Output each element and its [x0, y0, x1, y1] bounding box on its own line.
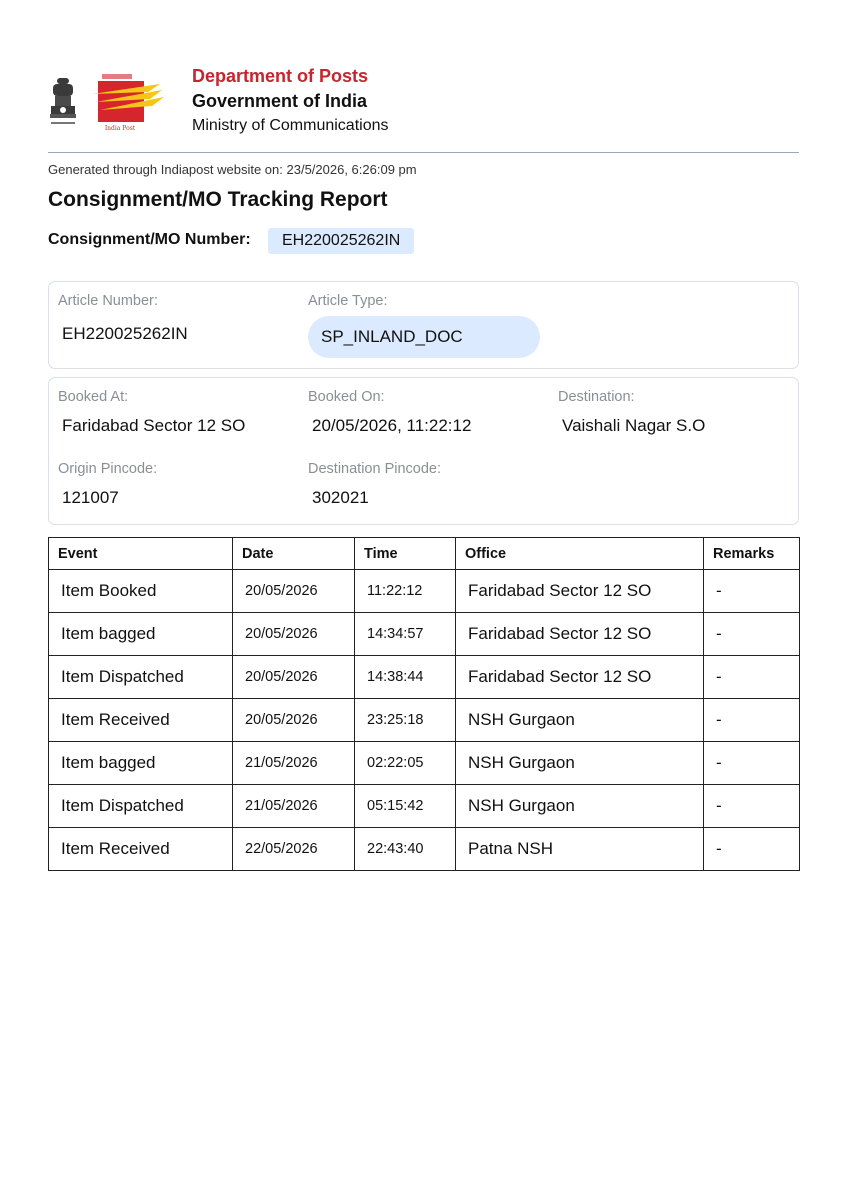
india-post-logo-icon: [92, 72, 164, 134]
time-cell: 14:34:57: [355, 613, 456, 656]
table-row: [49, 656, 800, 699]
article-info-card: [48, 281, 799, 369]
national-emblem-icon: [48, 76, 78, 134]
event-cell: Item Received: [49, 699, 233, 742]
booked-on-label: Booked On:: [308, 389, 385, 405]
booked-on-value: 20/05/2026, 11:22:12: [312, 416, 472, 435]
origin-pincode-value: 121007: [62, 488, 119, 507]
event-cell: Item Dispatched: [49, 785, 233, 828]
office-cell: NSH Gurgaon: [456, 785, 704, 828]
remarks-cell: -: [704, 570, 800, 613]
time-cell: 23:25:18: [355, 699, 456, 742]
office-cell: Faridabad Sector 12 SO: [456, 656, 704, 699]
destination-pincode-label: Destination Pincode:: [308, 461, 441, 477]
svg-text:India Post: India Post: [104, 125, 136, 132]
table-row: [49, 613, 800, 656]
report-title: Consignment/MO Tracking Report: [48, 188, 388, 211]
article-type-badge: SP_INLAND_DOC: [308, 316, 540, 358]
column-header-event: Event: [49, 538, 233, 570]
tracking-events-table: [48, 537, 800, 871]
origin-pincode-label: Origin Pincode:: [58, 461, 158, 477]
remarks-cell: -: [704, 785, 800, 828]
booked-at-value: Faridabad Sector 12 SO: [62, 416, 246, 435]
destination-label: Destination:: [558, 389, 635, 405]
destination-pincode-value: 302021: [312, 488, 369, 507]
consignment-number-value: EH220025262IN: [268, 228, 414, 254]
column-header-date: Date: [233, 538, 355, 570]
time-cell: 22:43:40: [355, 828, 456, 871]
date-cell: 20/05/2026: [233, 570, 355, 613]
event-cell: Item Dispatched: [49, 656, 233, 699]
time-cell: 05:15:42: [355, 785, 456, 828]
generated-timestamp: Generated through Indiapost website on: 23/5/2026, 6:26:09 pm: [48, 162, 417, 177]
ministry-name: Ministry of Communications: [192, 117, 389, 134]
office-cell: Patna NSH: [456, 828, 704, 871]
article-number-label: Article Number:: [58, 293, 158, 309]
column-header-office: Office: [456, 538, 704, 570]
table-row: [49, 742, 800, 785]
time-cell: 11:22:12: [355, 570, 456, 613]
office-cell: Faridabad Sector 12 SO: [456, 613, 704, 656]
table-header-row: [49, 538, 800, 570]
column-header-remarks: Remarks: [704, 538, 800, 570]
consignment-number-label: Consignment/MO Number:: [48, 231, 251, 248]
article-number-value: EH220025262IN: [62, 324, 188, 343]
event-cell: Item bagged: [49, 742, 233, 785]
office-cell: NSH Gurgaon: [456, 742, 704, 785]
event-cell: Item Booked: [49, 570, 233, 613]
destination-value: Vaishali Nagar S.O: [562, 416, 706, 435]
booking-info-card: [48, 377, 799, 525]
office-cell: NSH Gurgaon: [456, 699, 704, 742]
table-row: [49, 785, 800, 828]
page-header: [48, 62, 799, 142]
date-cell: 20/05/2026: [233, 656, 355, 699]
remarks-cell: -: [704, 656, 800, 699]
remarks-cell: -: [704, 742, 800, 785]
date-cell: 21/05/2026: [233, 742, 355, 785]
header-divider: [48, 152, 799, 153]
remarks-cell: -: [704, 613, 800, 656]
event-cell: Item bagged: [49, 613, 233, 656]
booked-at-label: Booked At:: [58, 389, 129, 405]
table-row: [49, 699, 800, 742]
table-row: [49, 570, 800, 613]
date-cell: 20/05/2026: [233, 613, 355, 656]
office-cell: Faridabad Sector 12 SO: [456, 570, 704, 613]
date-cell: 22/05/2026: [233, 828, 355, 871]
article-type-label: Article Type:: [308, 293, 388, 309]
department-name: Department of Posts: [192, 66, 369, 86]
table-row: [49, 828, 800, 871]
date-cell: 21/05/2026: [233, 785, 355, 828]
time-cell: 02:22:05: [355, 742, 456, 785]
remarks-cell: -: [704, 828, 800, 871]
event-cell: Item Received: [49, 828, 233, 871]
government-name: Government of India: [192, 91, 368, 111]
column-header-time: Time: [355, 538, 456, 570]
remarks-cell: -: [704, 699, 800, 742]
date-cell: 20/05/2026: [233, 699, 355, 742]
time-cell: 14:38:44: [355, 656, 456, 699]
